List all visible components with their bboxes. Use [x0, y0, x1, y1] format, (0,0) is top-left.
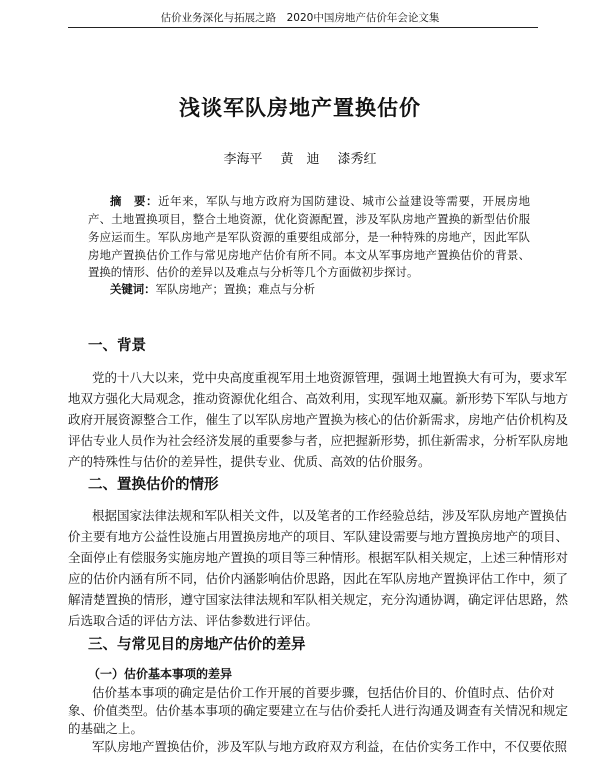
body-line: 象、价值类型。估价基本事项的确定要建立在与估价委托人进行沟通及调查有关情况和规定 — [68, 703, 569, 718]
body-line: 的基础之上。 — [68, 721, 144, 736]
abstract-line: 产、土地置换项目，整合土地资源，优化资源配置，涉及军队房地产置换的新型估价服 — [88, 212, 530, 226]
body-line: 产的特殊性与估价的差异性，提供专业、优质、高效的估价服务。 — [68, 454, 431, 469]
subsection-heading: （一）估价基本事项的差异 — [88, 667, 233, 681]
abstract-line: 房地产置换估价工作与常见房地产估价有所不同。本文从军事房地产置换估价的背景、 — [88, 248, 530, 262]
body-line: 评估专业人员作为社会经济发展的重要参与者，应把握新形势，抓住新需求，分析军队房地 — [68, 433, 569, 448]
header-rule — [68, 27, 538, 28]
abstract-label: 摘 要： — [110, 194, 159, 208]
keywords-label: 关键词： — [110, 282, 156, 296]
article-title: 浅谈军队房地产置换估价 — [179, 95, 421, 120]
body-line: 地双方强化大局观念，推动资源优化组合、高效利用，实现军地双赢。新形势下军队与地方 — [68, 391, 569, 406]
body-line: 解清楚置换的情形，遵守国家法律法规和军队相关规定，充分沟通协调，确定评估思路，然 — [68, 592, 569, 607]
body-line: 全面停止有偿服务实施房地产置换的项目等三种情形。根据军队相关规定，上述三种情形对 — [68, 550, 569, 565]
body-line: 党的十八大以来，党中央高度重视军用土地资源管理，强调土地置换大有可为，要求军 — [92, 370, 568, 385]
section-heading: 一、背景 — [88, 338, 146, 354]
abstract-line: 摘 要：近年来，军队与地方政府为国防建设、城市公益建设等需要，开展房地 — [110, 194, 530, 208]
author: 黄 迪 — [280, 152, 320, 167]
body-line: 军队房地产置换估价，涉及军队与地方政府双方利益，在估价实务工作中，不仅要依照 — [92, 739, 568, 754]
author: 李海平 — [223, 152, 263, 167]
body-line: 应的估价内涵有所不同，估价内涵影响估价思路，因此在军队房地产置换评估工作中，须了 — [68, 571, 569, 586]
keywords — [110, 281, 315, 297]
section-heading: 三、与常见目的房地产估价的差异 — [88, 637, 306, 653]
running-header: 估价业务深化与拓展之路 2020中国房地产估价年会论文集 — [160, 12, 440, 24]
body-line: 后选取合适的评估方法、评估参数进行评估。 — [68, 613, 319, 628]
abstract-line: 务应运而生。军队房地产是军队资源的重要组成部分，是一种特殊的房地产，因此军队 — [88, 230, 530, 244]
body-line: 估价基本事项的确定是估价工作开展的首要步骤，包括估价目的、价值时点、估价对 — [92, 685, 555, 700]
authors — [0, 148, 600, 167]
body-line: 政府开展资源整合工作，催生了以军队房地产置换为核心的估价新需求，房地产估价机构及 — [68, 412, 569, 427]
author: 漆秀红 — [337, 152, 377, 167]
body-line: 价主要有地方公益性设施占用置换房地产的项目、军队建设需要与地方置换房地产的项目、 — [68, 529, 569, 544]
section-heading: 二、置换估价的情形 — [88, 477, 219, 493]
abstract-line: 置换的情形、估价的差异以及难点与分析等几个方面做初步探讨。 — [88, 265, 419, 279]
keywords-text: 军队房地产；置换；难点与分析 — [155, 282, 316, 296]
body-line: 根据国家法律法规和军队相关文件，以及笔者的工作经验总结，涉及军队房地产置换估 — [92, 508, 568, 523]
